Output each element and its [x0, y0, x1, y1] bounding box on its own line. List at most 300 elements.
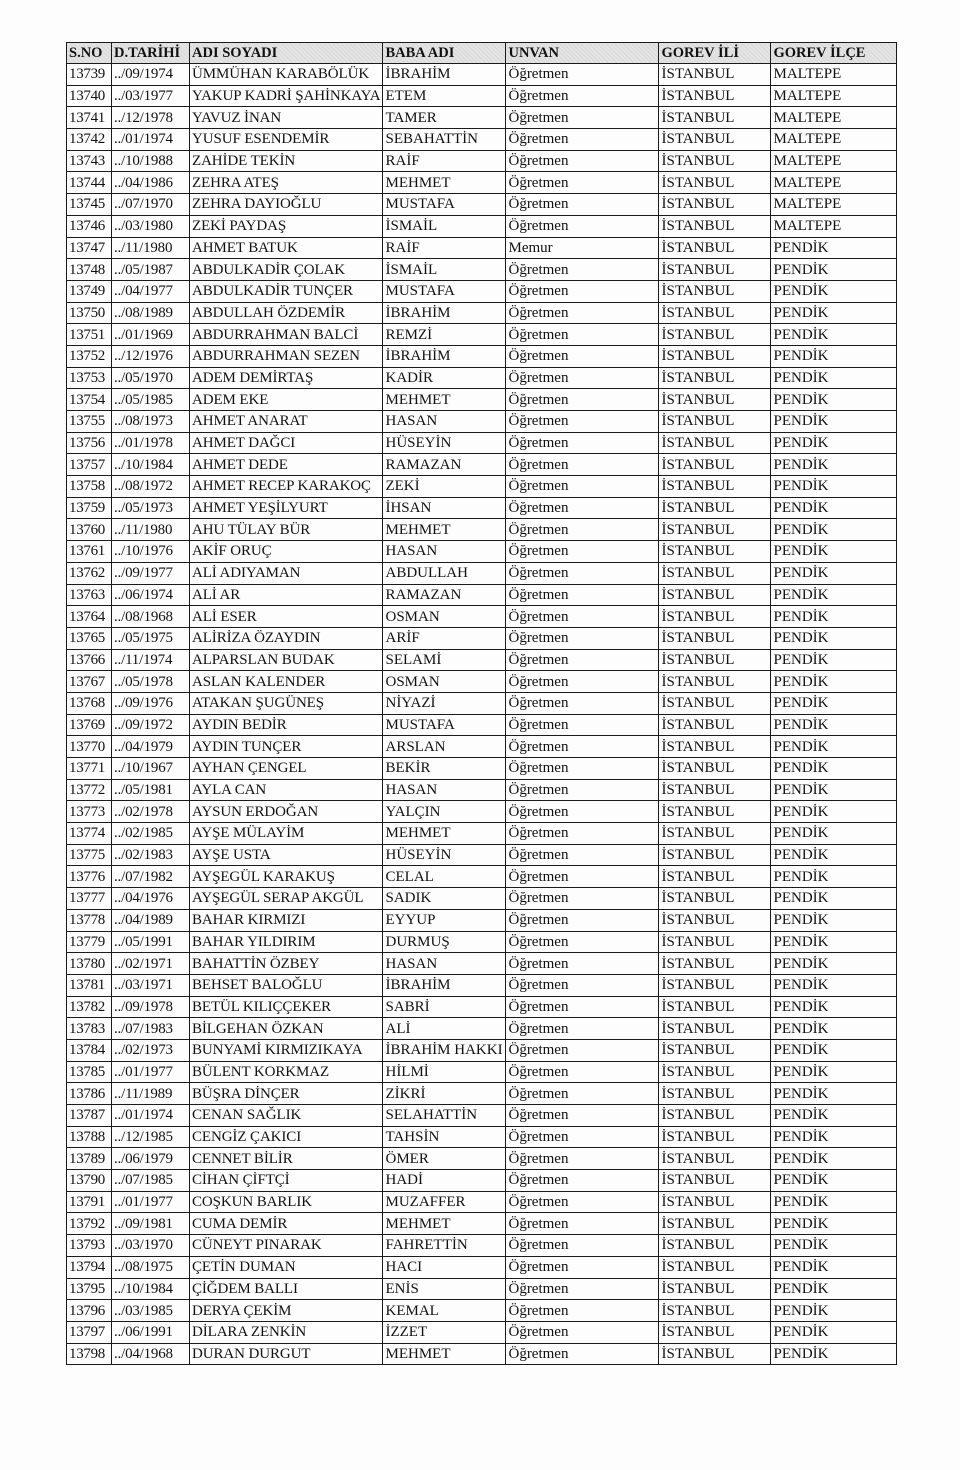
- cell-district: MALTEPE: [771, 107, 897, 129]
- table-row: [67, 129, 897, 151]
- table-body: [67, 64, 897, 1365]
- cell-district: PENDİK: [771, 974, 897, 996]
- cell-title: Öğretmen: [506, 909, 659, 931]
- table-row: [67, 931, 897, 953]
- cell-district: PENDİK: [771, 779, 897, 801]
- cell-title: Öğretmen: [506, 129, 659, 151]
- cell-birth-date: ../04/1979: [112, 736, 190, 758]
- cell-father-name: TAHSİN: [383, 1126, 506, 1148]
- cell-birth-date: ../09/1972: [112, 714, 190, 736]
- cell-district: PENDİK: [771, 1321, 897, 1343]
- cell-title: Öğretmen: [506, 1235, 659, 1257]
- table-header-row: [67, 43, 897, 64]
- cell-sno: 13798: [67, 1343, 112, 1365]
- cell-district: PENDİK: [771, 1278, 897, 1300]
- cell-province: İSTANBUL: [659, 194, 771, 216]
- cell-title: Öğretmen: [506, 1061, 659, 1083]
- table-row: [67, 627, 897, 649]
- cell-sno: 13771: [67, 758, 112, 780]
- cell-sno: 13762: [67, 562, 112, 584]
- cell-title: Öğretmen: [506, 1278, 659, 1300]
- cell-full-name: AHMET BATUK: [190, 237, 383, 259]
- cell-province: İSTANBUL: [659, 606, 771, 628]
- header-sno: S.NO: [67, 43, 112, 64]
- cell-father-name: YALÇIN: [383, 801, 506, 823]
- cell-province: İSTANBUL: [659, 931, 771, 953]
- cell-title: Öğretmen: [506, 1148, 659, 1170]
- cell-birth-date: ../05/1978: [112, 671, 190, 693]
- cell-birth-date: ../04/1968: [112, 1343, 190, 1365]
- table-row: [67, 194, 897, 216]
- cell-district: PENDİK: [771, 1213, 897, 1235]
- table-row: [67, 1321, 897, 1343]
- cell-sno: 13777: [67, 888, 112, 910]
- cell-sno: 13739: [67, 64, 112, 86]
- cell-father-name: EYYUP: [383, 909, 506, 931]
- cell-district: PENDİK: [771, 411, 897, 433]
- cell-title: Öğretmen: [506, 671, 659, 693]
- cell-province: İSTANBUL: [659, 953, 771, 975]
- cell-district: PENDİK: [771, 823, 897, 845]
- cell-full-name: CENGİZ ÇAKICI: [190, 1126, 383, 1148]
- personnel-table: [66, 42, 897, 1365]
- cell-birth-date: ../11/1989: [112, 1083, 190, 1105]
- cell-full-name: ZEHRA ATEŞ: [190, 172, 383, 194]
- cell-sno: 13741: [67, 107, 112, 129]
- table-row: [67, 606, 897, 628]
- cell-father-name: İZZET: [383, 1321, 506, 1343]
- cell-birth-date: ../04/1986: [112, 172, 190, 194]
- cell-father-name: HİLMİ: [383, 1061, 506, 1083]
- cell-district: PENDİK: [771, 1126, 897, 1148]
- cell-province: İSTANBUL: [659, 1170, 771, 1192]
- cell-father-name: İBRAHİM: [383, 302, 506, 324]
- cell-sno: 13782: [67, 996, 112, 1018]
- cell-sno: 13774: [67, 823, 112, 845]
- cell-father-name: SADIK: [383, 888, 506, 910]
- cell-title: Öğretmen: [506, 736, 659, 758]
- cell-birth-date: ../11/1980: [112, 519, 190, 541]
- cell-province: İSTANBUL: [659, 302, 771, 324]
- cell-province: İSTANBUL: [659, 736, 771, 758]
- cell-full-name: AHMET RECEP KARAKOÇ: [190, 476, 383, 498]
- cell-district: PENDİK: [771, 562, 897, 584]
- cell-district: PENDİK: [771, 389, 897, 411]
- cell-full-name: AYLA CAN: [190, 779, 383, 801]
- cell-sno: 13752: [67, 345, 112, 367]
- cell-province: İSTANBUL: [659, 1343, 771, 1365]
- cell-sno: 13766: [67, 649, 112, 671]
- cell-district: PENDİK: [771, 844, 897, 866]
- cell-birth-date: ../07/1982: [112, 866, 190, 888]
- table-row: [67, 974, 897, 996]
- cell-father-name: CELAL: [383, 866, 506, 888]
- cell-title: Öğretmen: [506, 541, 659, 563]
- cell-district: PENDİK: [771, 432, 897, 454]
- cell-province: İSTANBUL: [659, 562, 771, 584]
- cell-sno: 13769: [67, 714, 112, 736]
- cell-district: MALTEPE: [771, 129, 897, 151]
- cell-father-name: MUZAFFER: [383, 1191, 506, 1213]
- cell-father-name: RAMAZAN: [383, 584, 506, 606]
- cell-sno: 13760: [67, 519, 112, 541]
- cell-full-name: DERYA ÇEKİM: [190, 1300, 383, 1322]
- cell-birth-date: ../07/1983: [112, 1018, 190, 1040]
- cell-father-name: HASAN: [383, 411, 506, 433]
- cell-full-name: ALİ ESER: [190, 606, 383, 628]
- cell-district: PENDİK: [771, 345, 897, 367]
- table-row: [67, 215, 897, 237]
- cell-full-name: ABDURRAHMAN SEZEN: [190, 345, 383, 367]
- cell-full-name: ABDULLAH ÖZDEMİR: [190, 302, 383, 324]
- cell-birth-date: ../02/1983: [112, 844, 190, 866]
- cell-father-name: OSMAN: [383, 671, 506, 693]
- cell-full-name: ZEKİ PAYDAŞ: [190, 215, 383, 237]
- cell-title: Öğretmen: [506, 1321, 659, 1343]
- cell-sno: 13767: [67, 671, 112, 693]
- cell-birth-date: ../10/1984: [112, 1278, 190, 1300]
- table-row: [67, 85, 897, 107]
- cell-sno: 13790: [67, 1170, 112, 1192]
- cell-full-name: ALİ ADIYAMAN: [190, 562, 383, 584]
- cell-father-name: HASAN: [383, 779, 506, 801]
- cell-full-name: YAVUZ İNAN: [190, 107, 383, 129]
- cell-province: İSTANBUL: [659, 259, 771, 281]
- cell-father-name: İBRAHİM: [383, 345, 506, 367]
- cell-province: İSTANBUL: [659, 454, 771, 476]
- cell-sno: 13751: [67, 324, 112, 346]
- cell-father-name: SABRİ: [383, 996, 506, 1018]
- cell-sno: 13787: [67, 1105, 112, 1127]
- cell-province: İSTANBUL: [659, 1083, 771, 1105]
- cell-district: PENDİK: [771, 692, 897, 714]
- cell-title: Öğretmen: [506, 823, 659, 845]
- cell-father-name: TAMER: [383, 107, 506, 129]
- cell-sno: 13779: [67, 931, 112, 953]
- table-row: [67, 519, 897, 541]
- cell-full-name: BUNYAMİ KIRMIZIKAYA: [190, 1039, 383, 1061]
- cell-sno: 13763: [67, 584, 112, 606]
- cell-title: Öğretmen: [506, 1170, 659, 1192]
- cell-sno: 13757: [67, 454, 112, 476]
- cell-full-name: ÇİĞDEM BALLI: [190, 1278, 383, 1300]
- cell-father-name: HASAN: [383, 953, 506, 975]
- cell-birth-date: ../06/1991: [112, 1321, 190, 1343]
- cell-province: İSTANBUL: [659, 649, 771, 671]
- cell-full-name: ADEM DEMİRTAŞ: [190, 367, 383, 389]
- cell-district: PENDİK: [771, 454, 897, 476]
- table-row: [67, 1039, 897, 1061]
- cell-sno: 13781: [67, 974, 112, 996]
- cell-sno: 13744: [67, 172, 112, 194]
- cell-sno: 13775: [67, 844, 112, 866]
- cell-district: PENDİK: [771, 606, 897, 628]
- cell-full-name: COŞKUN BARLIK: [190, 1191, 383, 1213]
- cell-father-name: HACI: [383, 1256, 506, 1278]
- table-row: [67, 844, 897, 866]
- cell-full-name: AYDIN TUNÇER: [190, 736, 383, 758]
- cell-district: PENDİK: [771, 476, 897, 498]
- cell-province: İSTANBUL: [659, 1321, 771, 1343]
- cell-province: İSTANBUL: [659, 823, 771, 845]
- cell-province: İSTANBUL: [659, 844, 771, 866]
- cell-full-name: DURAN DURGUT: [190, 1343, 383, 1365]
- cell-province: İSTANBUL: [659, 866, 771, 888]
- table-row: [67, 953, 897, 975]
- cell-province: İSTANBUL: [659, 476, 771, 498]
- cell-birth-date: ../03/1971: [112, 974, 190, 996]
- cell-district: MALTEPE: [771, 215, 897, 237]
- cell-title: Memur: [506, 237, 659, 259]
- cell-province: İSTANBUL: [659, 215, 771, 237]
- cell-district: MALTEPE: [771, 64, 897, 86]
- cell-province: İSTANBUL: [659, 1061, 771, 1083]
- cell-sno: 13786: [67, 1083, 112, 1105]
- cell-title: Öğretmen: [506, 996, 659, 1018]
- cell-full-name: ALPARSLAN BUDAK: [190, 649, 383, 671]
- cell-province: İSTANBUL: [659, 714, 771, 736]
- cell-birth-date: ../08/1968: [112, 606, 190, 628]
- cell-district: MALTEPE: [771, 172, 897, 194]
- cell-birth-date: ../05/1973: [112, 497, 190, 519]
- cell-province: İSTANBUL: [659, 85, 771, 107]
- cell-birth-date: ../08/1989: [112, 302, 190, 324]
- cell-district: MALTEPE: [771, 194, 897, 216]
- cell-title: Öğretmen: [506, 497, 659, 519]
- cell-full-name: ZEHRA DAYIOĞLU: [190, 194, 383, 216]
- cell-title: Öğretmen: [506, 1300, 659, 1322]
- cell-district: PENDİK: [771, 931, 897, 953]
- cell-birth-date: ../05/1970: [112, 367, 190, 389]
- cell-district: MALTEPE: [771, 150, 897, 172]
- cell-sno: 13780: [67, 953, 112, 975]
- cell-title: Öğretmen: [506, 85, 659, 107]
- cell-province: İSTANBUL: [659, 541, 771, 563]
- cell-title: Öğretmen: [506, 649, 659, 671]
- cell-birth-date: ../09/1976: [112, 692, 190, 714]
- cell-full-name: AYŞEGÜL SERAP AKGÜL: [190, 888, 383, 910]
- cell-full-name: ALİRİZA ÖZAYDIN: [190, 627, 383, 649]
- table-row: [67, 888, 897, 910]
- cell-sno: 13756: [67, 432, 112, 454]
- cell-sno: 13770: [67, 736, 112, 758]
- cell-father-name: İHSAN: [383, 497, 506, 519]
- cell-birth-date: ../07/1970: [112, 194, 190, 216]
- cell-sno: 13740: [67, 85, 112, 107]
- cell-full-name: CÜNEYT PINARAK: [190, 1235, 383, 1257]
- table-row: [67, 736, 897, 758]
- table-row: [67, 454, 897, 476]
- cell-birth-date: ../03/1970: [112, 1235, 190, 1257]
- cell-province: İSTANBUL: [659, 1300, 771, 1322]
- cell-sno: 13776: [67, 866, 112, 888]
- table-row: [67, 1105, 897, 1127]
- cell-title: Öğretmen: [506, 1343, 659, 1365]
- cell-birth-date: ../08/1975: [112, 1256, 190, 1278]
- cell-father-name: ZEKİ: [383, 476, 506, 498]
- cell-father-name: RAİF: [383, 237, 506, 259]
- cell-district: PENDİK: [771, 649, 897, 671]
- cell-province: İSTANBUL: [659, 1213, 771, 1235]
- cell-father-name: NİYAZİ: [383, 692, 506, 714]
- cell-district: PENDİK: [771, 996, 897, 1018]
- cell-father-name: RAİF: [383, 150, 506, 172]
- cell-district: PENDİK: [771, 1105, 897, 1127]
- cell-district: PENDİK: [771, 1300, 897, 1322]
- table-row: [67, 476, 897, 498]
- cell-province: İSTANBUL: [659, 389, 771, 411]
- cell-title: Öğretmen: [506, 1191, 659, 1213]
- cell-full-name: ZAHİDE TEKİN: [190, 150, 383, 172]
- cell-father-name: HADİ: [383, 1170, 506, 1192]
- cell-district: PENDİK: [771, 1018, 897, 1040]
- cell-sno: 13750: [67, 302, 112, 324]
- cell-province: İSTANBUL: [659, 801, 771, 823]
- cell-full-name: AHMET DAĞCI: [190, 432, 383, 454]
- cell-father-name: MEHMET: [383, 823, 506, 845]
- cell-province: İSTANBUL: [659, 1235, 771, 1257]
- cell-father-name: BEKİR: [383, 758, 506, 780]
- cell-sno: 13792: [67, 1213, 112, 1235]
- cell-sno: 13746: [67, 215, 112, 237]
- cell-province: İSTANBUL: [659, 367, 771, 389]
- cell-title: Öğretmen: [506, 411, 659, 433]
- cell-birth-date: ../12/1978: [112, 107, 190, 129]
- cell-district: PENDİK: [771, 367, 897, 389]
- cell-district: MALTEPE: [771, 85, 897, 107]
- cell-sno: 13784: [67, 1039, 112, 1061]
- cell-province: İSTANBUL: [659, 432, 771, 454]
- cell-father-name: ABDULLAH: [383, 562, 506, 584]
- cell-birth-date: ../02/1973: [112, 1039, 190, 1061]
- cell-birth-date: ../04/1977: [112, 280, 190, 302]
- cell-title: Öğretmen: [506, 931, 659, 953]
- cell-title: Öğretmen: [506, 64, 659, 86]
- cell-title: Öğretmen: [506, 215, 659, 237]
- cell-title: Öğretmen: [506, 1126, 659, 1148]
- cell-full-name: BAHATTİN ÖZBEY: [190, 953, 383, 975]
- cell-father-name: REMZİ: [383, 324, 506, 346]
- table-row: [67, 801, 897, 823]
- cell-district: PENDİK: [771, 1343, 897, 1365]
- table-row: [67, 758, 897, 780]
- cell-full-name: DİLARA ZENKİN: [190, 1321, 383, 1343]
- cell-full-name: ABDURRAHMAN BALCİ: [190, 324, 383, 346]
- cell-birth-date: ../05/1991: [112, 931, 190, 953]
- cell-province: İSTANBUL: [659, 519, 771, 541]
- cell-full-name: ABDULKADİR ÇOLAK: [190, 259, 383, 281]
- table-row: [67, 649, 897, 671]
- cell-father-name: MEHMET: [383, 1213, 506, 1235]
- cell-full-name: AYŞE MÜLAYİM: [190, 823, 383, 845]
- cell-full-name: CUMA DEMİR: [190, 1213, 383, 1235]
- cell-district: PENDİK: [771, 671, 897, 693]
- table-row: [67, 150, 897, 172]
- cell-father-name: FAHRETTİN: [383, 1235, 506, 1257]
- cell-title: Öğretmen: [506, 345, 659, 367]
- cell-father-name: KADİR: [383, 367, 506, 389]
- cell-province: İSTANBUL: [659, 1039, 771, 1061]
- table-row: [67, 172, 897, 194]
- cell-father-name: İBRAHİM HAKKI: [383, 1039, 506, 1061]
- table-row: [67, 497, 897, 519]
- cell-district: PENDİK: [771, 1256, 897, 1278]
- cell-birth-date: ../09/1977: [112, 562, 190, 584]
- cell-sno: 13797: [67, 1321, 112, 1343]
- cell-province: İSTANBUL: [659, 671, 771, 693]
- cell-birth-date: ../07/1985: [112, 1170, 190, 1192]
- cell-birth-date: ../08/1973: [112, 411, 190, 433]
- cell-birth-date: ../03/1977: [112, 85, 190, 107]
- cell-birth-date: ../05/1987: [112, 259, 190, 281]
- cell-full-name: ATAKAN ŞUGÜNEŞ: [190, 692, 383, 714]
- cell-province: İSTANBUL: [659, 779, 771, 801]
- cell-father-name: ARİF: [383, 627, 506, 649]
- cell-title: Öğretmen: [506, 844, 659, 866]
- cell-father-name: İBRAHİM: [383, 64, 506, 86]
- cell-full-name: AYDIN BEDİR: [190, 714, 383, 736]
- cell-birth-date: ../09/1978: [112, 996, 190, 1018]
- cell-birth-date: ../08/1972: [112, 476, 190, 498]
- cell-title: Öğretmen: [506, 974, 659, 996]
- table-row: [67, 345, 897, 367]
- table-row: [67, 389, 897, 411]
- cell-birth-date: ../01/1977: [112, 1191, 190, 1213]
- header-province: GOREV İLİ: [659, 43, 771, 64]
- cell-province: İSTANBUL: [659, 974, 771, 996]
- cell-birth-date: ../03/1980: [112, 215, 190, 237]
- cell-full-name: AYŞE USTA: [190, 844, 383, 866]
- table-row: [67, 541, 897, 563]
- table-row: [67, 367, 897, 389]
- cell-father-name: RAMAZAN: [383, 454, 506, 476]
- table-row: [67, 1083, 897, 1105]
- cell-birth-date: ../05/1981: [112, 779, 190, 801]
- cell-sno: 13754: [67, 389, 112, 411]
- cell-birth-date: ../01/1978: [112, 432, 190, 454]
- cell-birth-date: ../05/1985: [112, 389, 190, 411]
- cell-district: PENDİK: [771, 302, 897, 324]
- cell-full-name: BAHAR YILDIRIM: [190, 931, 383, 953]
- table-row: [67, 1256, 897, 1278]
- cell-birth-date: ../01/1974: [112, 129, 190, 151]
- table-row: [67, 996, 897, 1018]
- cell-sno: 13788: [67, 1126, 112, 1148]
- cell-title: Öğretmen: [506, 953, 659, 975]
- cell-title: Öğretmen: [506, 562, 659, 584]
- cell-sno: 13768: [67, 692, 112, 714]
- cell-father-name: MEHMET: [383, 172, 506, 194]
- cell-title: Öğretmen: [506, 519, 659, 541]
- cell-sno: 13772: [67, 779, 112, 801]
- header-father-name: BABA ADI: [383, 43, 506, 64]
- cell-district: PENDİK: [771, 1235, 897, 1257]
- cell-district: PENDİK: [771, 541, 897, 563]
- cell-father-name: KEMAL: [383, 1300, 506, 1322]
- table-row: [67, 866, 897, 888]
- cell-father-name: HÜSEYİN: [383, 432, 506, 454]
- cell-title: Öğretmen: [506, 302, 659, 324]
- table-row: [67, 779, 897, 801]
- cell-district: PENDİK: [771, 1148, 897, 1170]
- cell-district: PENDİK: [771, 584, 897, 606]
- cell-birth-date: ../11/1980: [112, 237, 190, 259]
- cell-birth-date: ../04/1989: [112, 909, 190, 931]
- cell-full-name: BİLGEHAN ÖZKAN: [190, 1018, 383, 1040]
- cell-district: PENDİK: [771, 866, 897, 888]
- table-row: [67, 714, 897, 736]
- cell-province: İSTANBUL: [659, 627, 771, 649]
